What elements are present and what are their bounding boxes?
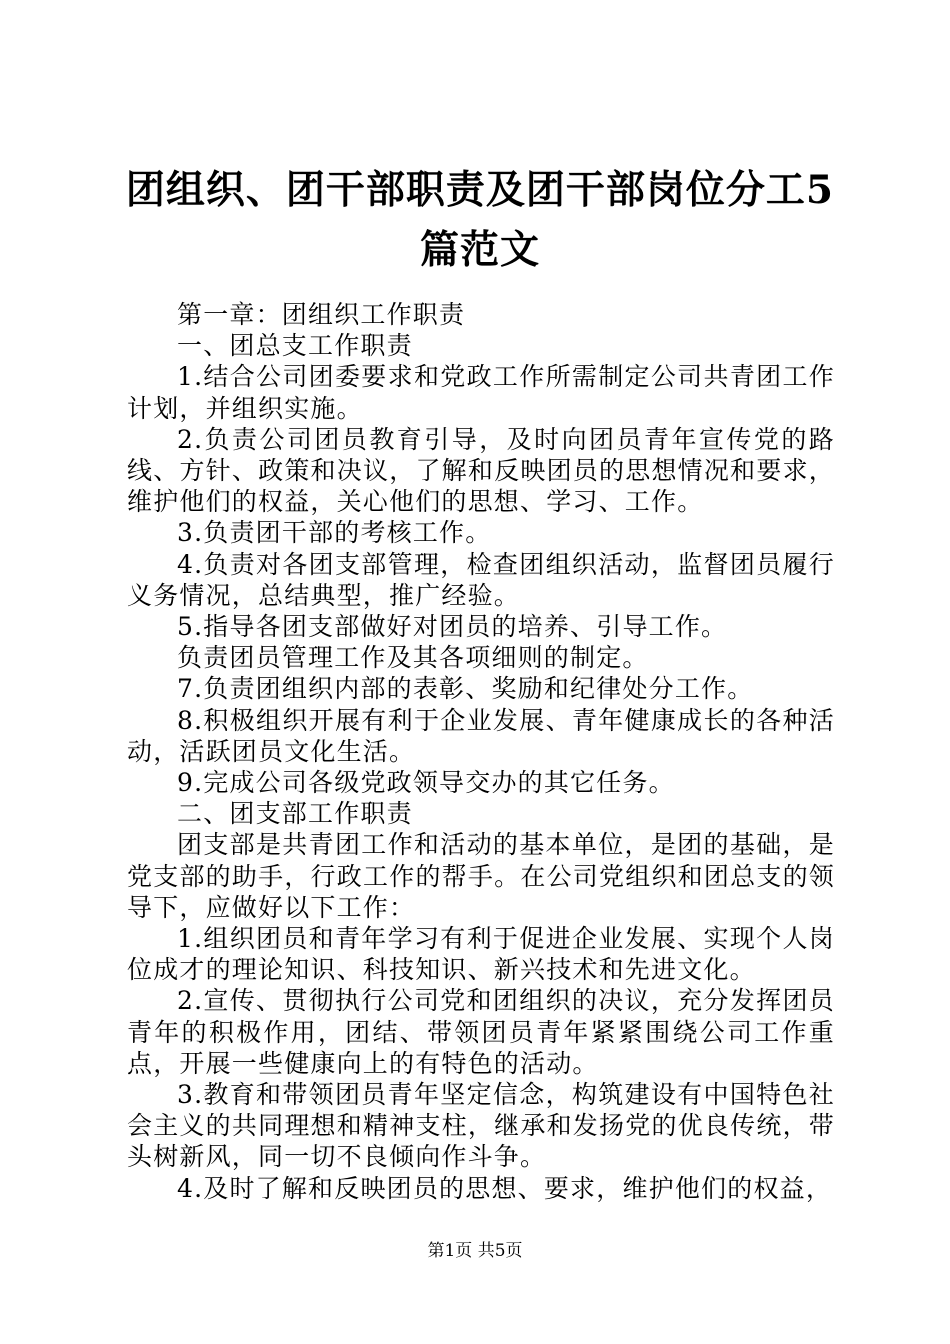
page-footer: 第1页 共5页	[427, 1241, 523, 1261]
paragraph: 2.宣传、贯彻执行公司党和团组织的决议，充分发挥团员青年的积极作用，团结、带领团员青年紧紧围绕公司工作重点，开展一些健康向上的有特色的活动。	[127, 986, 835, 1078]
paragraph: 7.负责团组织内部的表彰、奖励和纪律处分工作。	[177, 674, 754, 704]
section-heading: 一、团总支工作职责	[177, 331, 413, 361]
paragraph: 4.及时了解和反映团员的思想、要求，维护他们的权益，	[177, 1173, 833, 1203]
paragraph: 3.教育和带领团员青年坚定信念，构筑建设有中国特色社会主义的共同理想和精神支柱，继承和发扬党的优良传统，带头树新风，同一切不良倾向作斗争。	[127, 1080, 835, 1172]
paragraph: 5.指导各团支部做好对团员的培养、引导工作。	[177, 612, 728, 642]
paragraph: 1.组织团员和青年学习有利于促进企业发展、实现个人岗位成才的理论知识、科技知识、新兴技术和先进文化。	[127, 924, 835, 985]
paragraph: 2.负责公司团员教育引导，及时向团员青年宣传党的路线、方针、政策和决议，了解和反映团员的思想情况和要求，维护他们的权益，关心他们的思想、学习、工作。	[127, 424, 835, 517]
paragraph: 负责团员管理工作及其各项细则的制定。	[177, 643, 649, 673]
section-heading: 二、团支部工作职责	[177, 799, 413, 829]
paragraph: 9.完成公司各级党政领导交办的其它任务。	[177, 768, 675, 798]
chapter-heading: 第一章：团组织工作职责	[177, 300, 466, 329]
paragraph: 团支部是共青团工作和活动的基本单位，是团的基础，是党支部的助手，行政工作的帮手。在公司党组织和团总支的领导下，应做好以下工作：	[127, 830, 835, 922]
document-title: 团组织、团干部职责及团干部岗位分工5篇范文	[125, 167, 835, 273]
paragraph: 8.积极组织开展有利于企业发展、青年健康成长的各种活动，活跃团员文化生活。	[127, 705, 835, 766]
paragraph: 4.负责对各团支部管理，检查团组织活动，监督团员履行义务情况，总结典型，推广经验。	[127, 549, 835, 610]
paragraph: 3.负责团干部的考核工作。	[177, 518, 492, 548]
document-body	[127, 299, 835, 1204]
paragraph: 1.结合公司团委要求和党政工作所需制定公司共青团工作计划，并组织实施。	[127, 362, 835, 423]
